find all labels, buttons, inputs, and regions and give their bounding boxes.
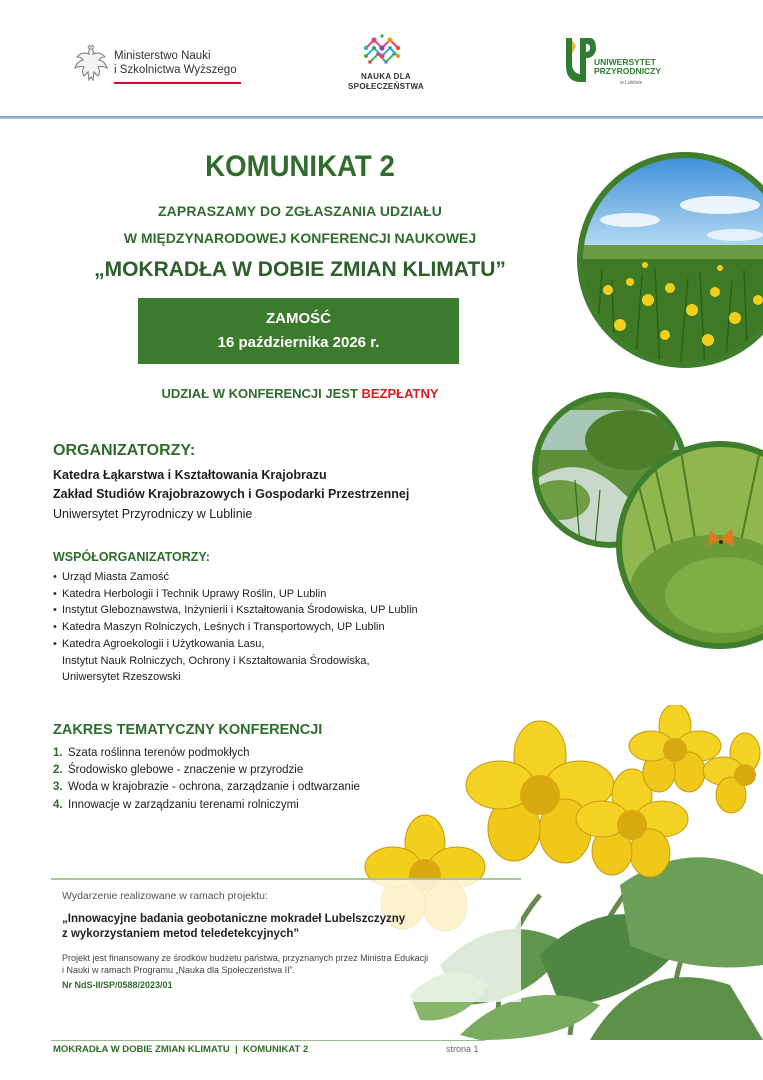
nauka-dla-spoleczenstwa-logo (330, 28, 442, 92)
co-organizers-heading: WSPÓŁORGANIZATORZY: (53, 550, 210, 564)
up-emblem-icon (562, 36, 596, 84)
topic-item: 1. Szata roślinna terenów podmokłych (53, 747, 250, 759)
topic-item: 3. Woda w krajobrazie - ochrona, zarządzanie i odtwarzanie (53, 781, 360, 794)
organizer-item: Uniwersytet Przyrodniczy w Lublinie (53, 507, 253, 521)
topics-heading: ZAKRES TEMATYCZNY KONFERENCJI (53, 722, 323, 738)
header-divider (0, 116, 763, 119)
location: ZAMOŚĆ (266, 310, 331, 327)
location-date-box (138, 298, 459, 364)
ministry-red-line (114, 82, 241, 84)
program-name: NAUKA DLA SPOŁECZEŃSTWA (348, 72, 424, 91)
project-funding-note: Projekt jest finansowany ze środków budżetu państwa, przyznanych przez Ministra Edukacji i Nauki w ramach Programu „Nauka dla Społeczeństwa II”. (62, 953, 429, 975)
organizer-item: Katedra Łąkarstwa i Kształtowania Krajobrazu (53, 468, 327, 482)
conference-date: 16 października 2026 r. (217, 334, 380, 351)
co-organizer-item: • Urząd Miasta Zamość (53, 569, 493, 586)
free-participation-note: UDZIAŁ W KONFERENCJI JEST BEZPŁATNY (161, 386, 439, 401)
co-organizer-item: • Katedra Agroekologii i Użytkowania Lasu, (53, 636, 493, 653)
co-organizer-continuation: Uniwersytet Rzeszowski (62, 671, 181, 684)
co-organizer-continuation: Instytut Nauk Rolniczych, Ochrony i Kształtowania Środowiska, (62, 654, 370, 667)
organizers-heading: ORGANIZATORZY: (53, 442, 196, 459)
komunikat-heading: KOMUNIKAT 2 (205, 150, 395, 183)
ministry-name: Ministerstwo Nauki i Szkolnictwa Wyższego (114, 50, 237, 76)
wetland-photo-circles (520, 150, 763, 660)
project-number: Nr NdS-II/SP/0588/2023/01 (62, 980, 173, 990)
conference-title: „MOKRADŁA W DOBIE ZMIAN KLIMATU” (94, 258, 506, 281)
free-highlight: BEZPŁATNY (361, 386, 439, 401)
co-organizer-item: • Instytut Gleboznawstwa, Inżynierii i Kształtowania Środowiska, UP Lublin (53, 602, 493, 619)
project-intro: Wydarzenie realizowane w ramach projektu: (62, 890, 268, 902)
page-number: strona 1 (446, 1044, 479, 1054)
network-dots-icon (330, 28, 442, 70)
university-logo (562, 36, 682, 90)
university-city: w Lublinie (620, 80, 643, 86)
ministry-logo (72, 44, 242, 88)
topic-item: 4. Innowacje w zarządzaniu terenami rolniczymi (53, 798, 299, 811)
organizer-item: Zakład Studiów Krajobrazowych i Gospodarki Przestrzennej (53, 487, 410, 501)
white-eagle-emblem-icon (72, 44, 110, 84)
topic-item: 2. Środowisko glebowe - znaczenie w przyrodzie (53, 764, 304, 777)
footer-divider (51, 1040, 485, 1041)
university-name: UNIWERSYTET PRZYRODNICZY (594, 57, 662, 76)
co-organizer-item: • Katedra Herbologii i Technik Uprawy Roślin, UP Lublin (53, 586, 493, 603)
invitation-line-1: ZAPRASZAMY DO ZGŁASZANIA UDZIAŁU (158, 203, 442, 219)
co-organizers-list (53, 569, 493, 686)
footer-title: MOKRADŁA W DOBIE ZMIAN KLIMATU | KOMUNIKAT 2 (53, 1044, 309, 1055)
project-info-box (51, 878, 521, 1002)
topics-list (53, 745, 360, 814)
invitation-line-2: W MIĘDZYNARODOWEJ KONFERENCJI NAUKOWEJ (123, 230, 477, 246)
project-title: „Innowacyjne badania geobotaniczne mokradeł Lubelszczyzny z wykorzystaniem metod teledetekcyjnych” (62, 913, 406, 940)
page-header (0, 0, 763, 118)
co-organizer-item: • Katedra Maszyn Rolniczych, Leśnych i Transportowych, UP Lublin (53, 619, 493, 636)
